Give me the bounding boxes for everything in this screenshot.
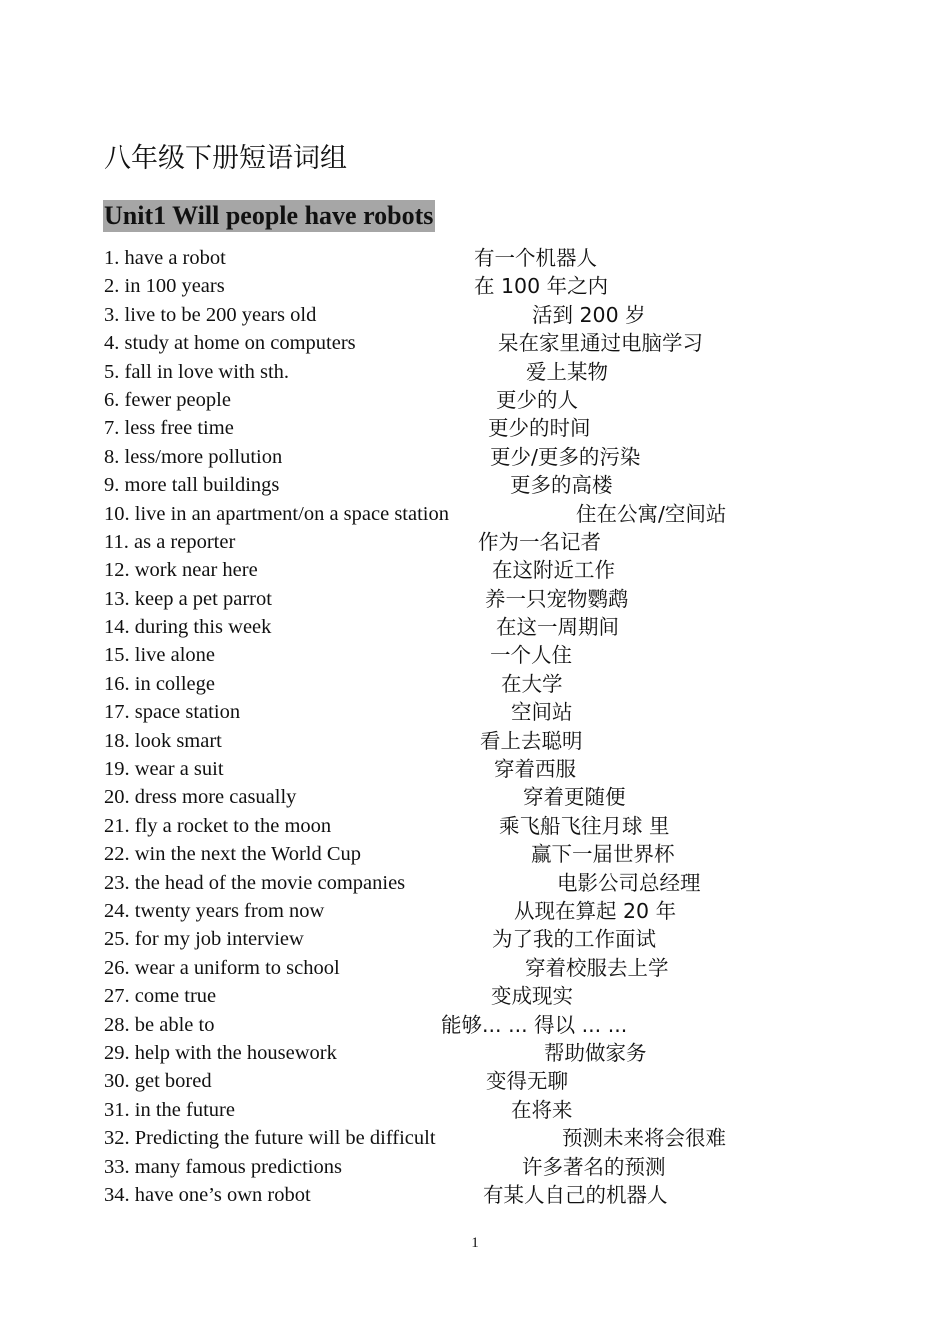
phrase-chinese: 预测未来将会很难 — [562, 1126, 726, 1151]
phrase-chinese: 电影公司总经理 — [557, 870, 701, 895]
phrase-chinese: 在 100 年之内 — [474, 274, 609, 299]
phrase-english: 1. have a robot — [104, 247, 226, 269]
phrase-row — [0, 471, 950, 499]
phrase-chinese: 在这附近工作 — [492, 558, 615, 583]
phrase-row — [0, 1124, 950, 1152]
phrase-chinese: 穿着西服 — [494, 757, 576, 782]
phrase-english: 34. have one’s own robot — [104, 1183, 311, 1206]
phrase-row — [0, 301, 950, 329]
phrase-row — [0, 358, 950, 386]
phrase-row — [0, 925, 950, 953]
phrase-row — [0, 329, 950, 357]
phrase-chinese: 能够... ... 得以 ... ... — [441, 1012, 628, 1037]
phrase-row — [0, 528, 950, 556]
phrase-english: 9. more tall buildings — [104, 474, 280, 497]
phrase-english: 23. the head of the movie companies — [104, 871, 406, 894]
phrase-english: 14. during this week — [104, 616, 272, 639]
phrase-row — [0, 414, 950, 442]
phrase-english: 29. help with the housework — [104, 1041, 337, 1064]
phrase-chinese: 呆在家里通过电脑学习 — [498, 331, 703, 356]
phrase-chinese: 为了我的工作面试 — [492, 927, 656, 952]
phrase-row — [0, 698, 950, 726]
phrase-row — [0, 869, 950, 897]
phrase-chinese: 看上去聪明 — [480, 728, 583, 753]
phrase-chinese: 作为一名记者 — [478, 529, 601, 554]
phrase-row — [0, 556, 950, 584]
phrase-english: 3. live to be 200 years old — [104, 303, 317, 326]
phrase-row — [0, 897, 950, 925]
phrase-chinese: 养一只宠物鹦鹉 — [485, 586, 629, 611]
phrase-row — [0, 783, 950, 811]
phrase-row — [0, 982, 950, 1010]
phrase-chinese: 有某人自己的机器人 — [483, 1182, 668, 1207]
phrase-english: 4. study at home on computers — [104, 332, 356, 355]
phrase-chinese: 更少的人 — [496, 387, 578, 412]
phrase-row — [0, 727, 950, 755]
phrase-row — [0, 1096, 950, 1124]
phrase-chinese: 变得无聊 — [486, 1069, 568, 1094]
phrase-chinese: 一个人住 — [490, 643, 572, 668]
phrase-chinese: 帮助做家务 — [544, 1040, 647, 1065]
phrase-english: 25. for my job interview — [104, 928, 304, 951]
unit-heading: Unit1 Will people have robots — [104, 201, 434, 230]
phrase-english: 26. wear a uniform to school — [104, 956, 340, 979]
phrase-chinese: 更少的时间 — [488, 416, 591, 441]
phrase-english: 22. win the next the World Cup — [104, 843, 362, 866]
phrase-english: 16. in college — [104, 672, 216, 695]
phrase-english: 18. look smart — [104, 729, 222, 752]
phrase-row — [0, 1153, 950, 1181]
phrase-chinese: 穿着校服去上学 — [525, 955, 669, 980]
phrase-english: 24. twenty years from now — [104, 899, 325, 922]
phrase-english: 11. as a reporter — [104, 530, 236, 553]
phrase-chinese: 住在公寓/空间站 — [576, 501, 727, 526]
phrase-english: 32. Predicting the future will be difficult — [104, 1127, 436, 1150]
phrase-english: 15. live alone — [104, 644, 216, 667]
phrase-english: 19. wear a suit — [104, 758, 224, 781]
phrase-chinese: 在大学 — [501, 671, 563, 696]
phrase-chinese: 乘飞船飞往月球 里 — [499, 813, 670, 838]
phrase-english: 31. in the future — [104, 1098, 235, 1121]
page-number: 1 — [471, 1235, 479, 1251]
phrase-chinese: 在这一周期间 — [496, 615, 619, 640]
phrase-row — [0, 585, 950, 613]
phrase-row — [0, 272, 950, 300]
phrase-english: 12. work near here — [104, 559, 258, 582]
phrase-english: 8. less/more pollution — [104, 445, 283, 468]
phrase-row — [0, 443, 950, 471]
phrase-english: 6. fewer people — [104, 388, 231, 411]
phrase-chinese: 活到 200 岁 — [532, 302, 646, 327]
phrase-chinese: 变成现实 — [491, 984, 573, 1009]
phrase-row — [0, 840, 950, 868]
phrase-chinese: 爱上某物 — [526, 359, 608, 384]
phrase-row — [0, 755, 950, 783]
phrase-english: 20. dress more casually — [104, 786, 297, 809]
phrase-row — [0, 613, 950, 641]
phrase-list — [0, 244, 950, 1209]
phrase-english: 28. be able to — [104, 1013, 215, 1036]
phrase-chinese: 许多著名的预测 — [522, 1154, 666, 1179]
phrase-row — [0, 500, 950, 528]
phrase-english: 21. fly a rocket to the moon — [104, 814, 332, 837]
phrase-row — [0, 954, 950, 982]
phrase-english: 7. less free time — [104, 417, 234, 440]
phrase-chinese: 穿着更随便 — [523, 785, 626, 810]
phrase-chinese: 在将来 — [511, 1097, 573, 1122]
phrase-english: 17. space station — [104, 701, 241, 724]
phrase-english: 13. keep a pet parrot — [104, 587, 272, 610]
phrase-row — [0, 386, 950, 414]
phrase-row — [0, 1067, 950, 1095]
phrase-row — [0, 1181, 950, 1209]
phrase-row — [0, 812, 950, 840]
phrase-chinese: 有一个机器人 — [474, 246, 597, 270]
document-title: 八年级下册短语词组 — [104, 143, 347, 174]
phrase-english: 5. fall in love with sth. — [104, 360, 290, 383]
phrase-chinese: 更少/更多的污染 — [490, 444, 641, 469]
phrase-chinese: 更多的高楼 — [510, 473, 613, 498]
phrase-english: 30. get bored — [104, 1070, 212, 1093]
phrase-row — [0, 244, 950, 272]
phrase-row — [0, 670, 950, 698]
phrase-chinese: 赢下一届世界杯 — [531, 842, 675, 867]
phrase-row — [0, 1039, 950, 1067]
phrase-english: 10. live in an apartment/on a space station — [104, 502, 449, 525]
phrase-english: 33. many famous predictions — [104, 1155, 342, 1178]
phrase-chinese: 从现在算起 20 年 — [514, 898, 677, 923]
phrase-english: 27. come true — [104, 985, 217, 1008]
phrase-chinese: 空间站 — [511, 700, 573, 725]
phrase-english: 2. in 100 years — [104, 275, 225, 298]
phrase-row — [0, 1011, 950, 1039]
phrase-row — [0, 641, 950, 669]
